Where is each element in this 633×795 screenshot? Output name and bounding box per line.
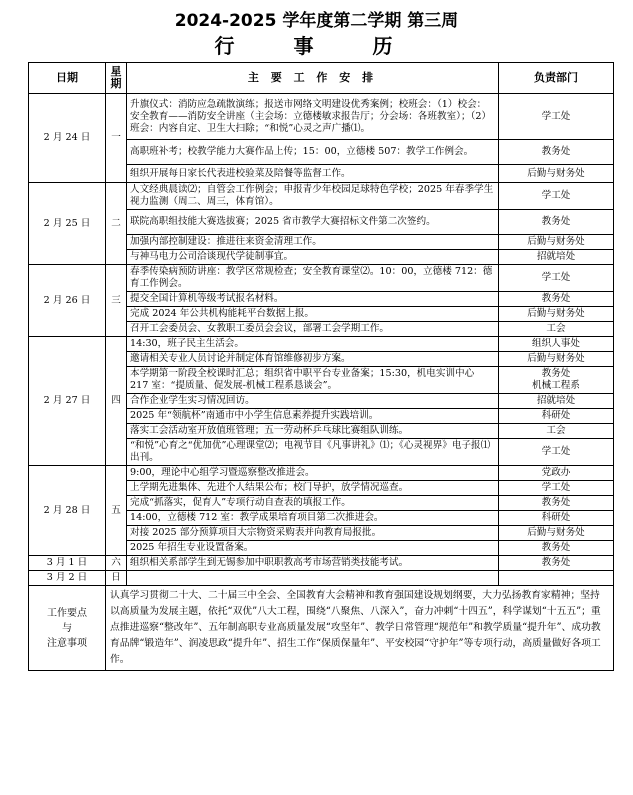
- dept-cell: 学工处: [499, 265, 614, 292]
- table-row: [29, 265, 614, 292]
- task-cell: [127, 571, 499, 586]
- task-cell: 与神马电力公司洽谈现代学徒制事宜。: [127, 250, 499, 265]
- task-cell: 高职班补考；校教学能力大赛作品上传；15：00，立德楼 507：教学工作例会。: [127, 140, 499, 165]
- table-row: [29, 183, 614, 210]
- task-cell: 完成 2024 年公共机构能耗平台数据上报。: [127, 307, 499, 322]
- col-header-weekday: 星期: [106, 63, 127, 94]
- dept-cell: 教务处: [499, 496, 614, 511]
- task-cell: 14:00，立德楼 712 室：教学成果培育项目第二次推进会。: [127, 511, 499, 526]
- date-cell: 2 月 27 日: [29, 337, 106, 466]
- weekday-cell: 四: [106, 337, 127, 466]
- dept-cell: 教务处: [499, 210, 614, 235]
- task-cell: 上学期先进集体、先进个人结果公布；校门导护，放学情况巡查。: [127, 481, 499, 496]
- dept-cell: [499, 571, 614, 586]
- dept-cell: 教务处: [499, 292, 614, 307]
- table-row: [29, 571, 614, 586]
- date-cell: 3 月 2 日: [29, 571, 106, 586]
- task-cell: 升旗仪式：消防应急疏散演练；报送市网络文明建设优秀案例；校班会：（1）校会：安全教育——消防安全讲座（主会场：立德楼敏求报告厅；分会场：各班教室）；（2）班会：内容自定、卫生大扫除；“和悦”心灵之声广播⑴。: [127, 94, 499, 140]
- weekday-cell: 一: [106, 94, 127, 183]
- task-cell: 完成“抓落实，促育人”专项行动自查表的填报工作。: [127, 496, 499, 511]
- task-cell: 人文经典晨读⑵；自管会工作例会；申报青少年校园足球特色学校；2025 年春季学生视力监测（周二、周三，体育馆）。: [127, 183, 499, 210]
- col-header-dept: 负责部门: [499, 63, 614, 94]
- page-subtitle: 行 事 历: [214, 34, 419, 58]
- notes-label: [29, 586, 106, 671]
- page-title: 2024-2025 学年度第二学期 第三周: [174, 11, 459, 31]
- dept-cell: 学工处: [499, 439, 614, 466]
- date-cell: 2 月 24 日: [29, 94, 106, 183]
- table-row: [29, 466, 614, 481]
- dept-cell: 学工处: [499, 183, 614, 210]
- dept-cell: 学工处: [499, 94, 614, 140]
- dept-cell: 后勤与财务处: [499, 307, 614, 322]
- task-cell: 2025 年“领航杯”南通市中小学生信息素养提升实践培训。: [127, 409, 499, 424]
- weekday-cell: 二: [106, 183, 127, 265]
- task-cell: 14:30，班子民主生活会。: [127, 337, 499, 352]
- dept-cell: 工会: [499, 424, 614, 439]
- task-cell: 联院高职组技能大赛选拔赛；2025 省市教学大赛招标文件第二次签约。: [127, 210, 499, 235]
- notes-row: [29, 586, 614, 671]
- table-row: [29, 94, 614, 140]
- schedule-table: [28, 62, 614, 671]
- dept-cell: 教务处 机械工程系: [499, 367, 614, 394]
- dept-cell: 组织人事处: [499, 337, 614, 352]
- task-cell: 组织相关系部学生到无锡参加中职职教高考市场营销类技能考试。: [127, 556, 499, 571]
- dept-cell: 后勤与财务处: [499, 235, 614, 250]
- header-row: [29, 63, 614, 94]
- weekday-cell: 六: [106, 556, 127, 571]
- task-cell: 召开工会委员会、女教职工委员会会议，部署工会学期工作。: [127, 322, 499, 337]
- dept-cell: 工会: [499, 322, 614, 337]
- task-cell: 邀请相关专业人员讨论并制定体育馆维修初步方案。: [127, 352, 499, 367]
- schedule-body: [29, 94, 614, 586]
- task-cell: 春季传染病预防讲座：教学区常规检查；安全教育课堂⑵。10：00，立德楼 712：德育工作例会。: [127, 265, 499, 292]
- notes-text: 认真学习贯彻二十大、二十届三中全会、全国教育大会精神和教育强国建设规划纲要，大力弘扬教育家精神；坚持以高质量为发展主题，依托“双优”八大工程，围绕“八聚焦、八深入”，奋力冲刺“十四五”，科学谋划“十五五”；重点推进巡察“整改年”、五年制高职专业高质量发展“攻坚年”、教学日常管理“规范年”和教学质量“提升年”、成功教育品牌“锻造年”、润凌思政“提升年”、招生工作“保质保量年”、平安校园“守护年”等专项行动，高质量做好各项工作。: [106, 586, 614, 671]
- dept-cell: 后勤与财务处: [499, 352, 614, 367]
- date-cell: 2 月 26 日: [29, 265, 106, 337]
- weekday-cell: 五: [106, 466, 127, 556]
- weekday-cell: 三: [106, 265, 127, 337]
- dept-cell: 后勤与财务处: [499, 165, 614, 183]
- table-row: [29, 556, 614, 571]
- date-cell: 2 月 25 日: [29, 183, 106, 265]
- notes-label-line2: 与: [62, 622, 72, 634]
- weekday-cell: 日: [106, 571, 127, 586]
- date-cell: 3 月 1 日: [29, 556, 106, 571]
- notes-label-line3: 注意事项: [47, 637, 87, 649]
- dept-cell: 招就培处: [499, 394, 614, 409]
- notes-label-line1: 工作要点: [47, 607, 87, 619]
- task-cell: 加强内部控制建设：推进往来资金清理工作。: [127, 235, 499, 250]
- dept-cell: 科研处: [499, 409, 614, 424]
- task-cell: 2025 年招生专业设置备案。: [127, 541, 499, 556]
- task-cell: “和悦”心育之“优加优”心理课堂⑵；电视节目《凡事讲礼》⑴；《心灵视界》电子报⑴出刊。: [127, 439, 499, 466]
- task-cell: 9:00，理论中心组学习暨巡察整改推进会。: [127, 466, 499, 481]
- task-cell: 合作企业学生实习情况回访。: [127, 394, 499, 409]
- task-cell: 组织开展每日家长代表进校验菜及陪餐等监督工作。: [127, 165, 499, 183]
- date-cell: 2 月 28 日: [29, 466, 106, 556]
- dept-cell: 教务处: [499, 541, 614, 556]
- col-header-tasks: 主 要 工 作 安 排: [127, 63, 499, 94]
- dept-cell: 教务处: [499, 140, 614, 165]
- dept-cell: 科研处: [499, 511, 614, 526]
- dept-cell: 党政办: [499, 466, 614, 481]
- table-row: [29, 337, 614, 352]
- dept-cell: 招就培处: [499, 250, 614, 265]
- task-cell: 落实工会活动室开放值班管理；五一劳动杯乒乓球比赛组队训练。: [127, 424, 499, 439]
- dept-cell: 学工处: [499, 481, 614, 496]
- task-cell: 本学期第一阶段全校课时汇总；组织省中职平台专业备案；15:30，机电实训中心 217 室：“提质量、促发展-机械工程系恳谈会”。: [127, 367, 499, 394]
- dept-cell: 后勤与财务处: [499, 526, 614, 541]
- task-cell: 对接 2025 部分预算项目大宗物资采购表并向教育局报批。: [127, 526, 499, 541]
- col-header-date: 日期: [29, 63, 106, 94]
- task-cell: 提交全国计算机等级考试报名材料。: [127, 292, 499, 307]
- dept-cell: 教务处: [499, 556, 614, 571]
